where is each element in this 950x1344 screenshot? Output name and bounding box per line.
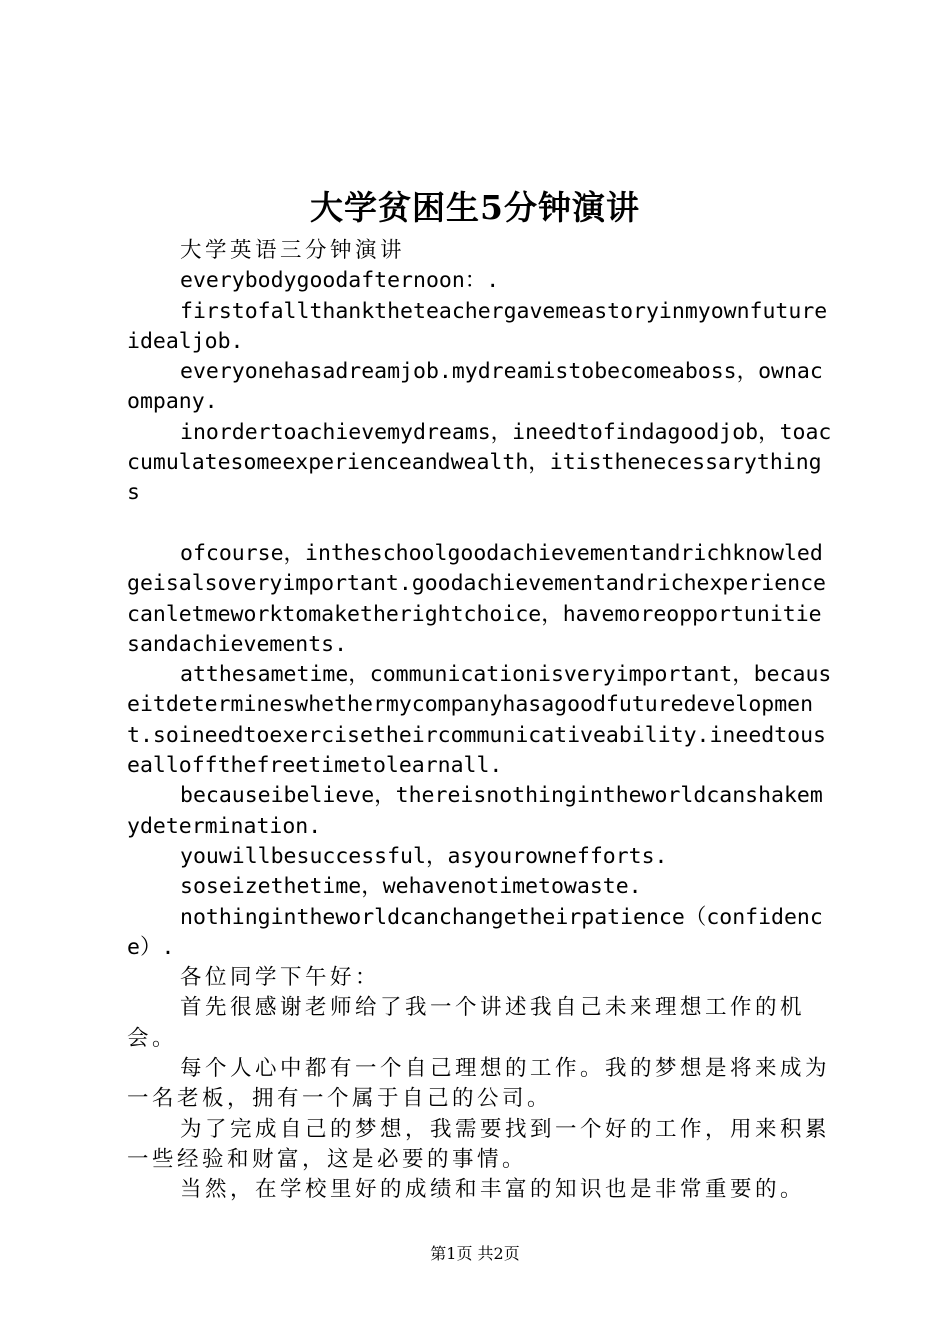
paragraph: 首先很感谢老师给了我一个讲述我自己未来理想工作的机会。: [127, 995, 806, 1051]
paragraph: ofcourse，intheschoolgoodachievementandrichknowledgeisalsoveryimportant.goodachievementandrichexperiencecanletmeworktomaketherightchoice，havemoreopportunitiesandachievements.: [127, 540, 826, 657]
paragraph: 大学英语三分钟演讲: [180, 238, 406, 263]
paragraph: 每个人心中都有一个自己理想的工作。我的梦想是将来成为一名老板，拥有一个属于自己的公司。: [127, 1056, 831, 1112]
blank-line: [127, 509, 832, 539]
paragraph: 各位同学下午好：: [180, 965, 381, 991]
paragraph: becauseibelieve，thereisnothingintheworldcanshakemydetermination.: [127, 783, 823, 839]
paragraph: atthesametime，communicationisveryimportant，becauseitdetermineswhethermycompanyhasagoodfuturedevelopment.soineedtoexercisetheircommunicativeability.ineedtousealloffthefreetimetolearnall.: [127, 662, 832, 779]
paragraph: soseizethetime，wehavenotimetowaste.: [180, 874, 642, 900]
paragraph: nothingintheworldcanchangetheirpatience（confidence）.: [127, 904, 823, 960]
paragraph: 当然，在学校里好的成绩和丰富的知识也是非常重要的。: [180, 1177, 806, 1203]
paragraph: youwillbesuccessful，asyourownefforts.: [180, 843, 668, 869]
document-title: 大学贫困生5分钟演讲: [310, 188, 640, 227]
paragraph: inordertoachievemydreams，ineedtofindagoodjob，toaccumulatesomeexperienceandwealth，itisthenecessarythings: [127, 419, 832, 506]
paragraph: everyonehasadreamjob.mydreamistobecomeaboss，ownacompany.: [127, 359, 823, 415]
paragraph: firstofallthanktheteachergavemeastoryinmyownfutureidealjob.: [127, 298, 828, 354]
paragraph: everybodygoodafternoon：.: [180, 268, 500, 294]
page-footer: 第1页 共2页: [430, 1244, 520, 1263]
document-body: [127, 236, 832, 1206]
paragraph: 为了完成自己的梦想，我需要找到一个好的工作，用来积累一些经验和财富，这是必要的事情。: [127, 1116, 831, 1172]
